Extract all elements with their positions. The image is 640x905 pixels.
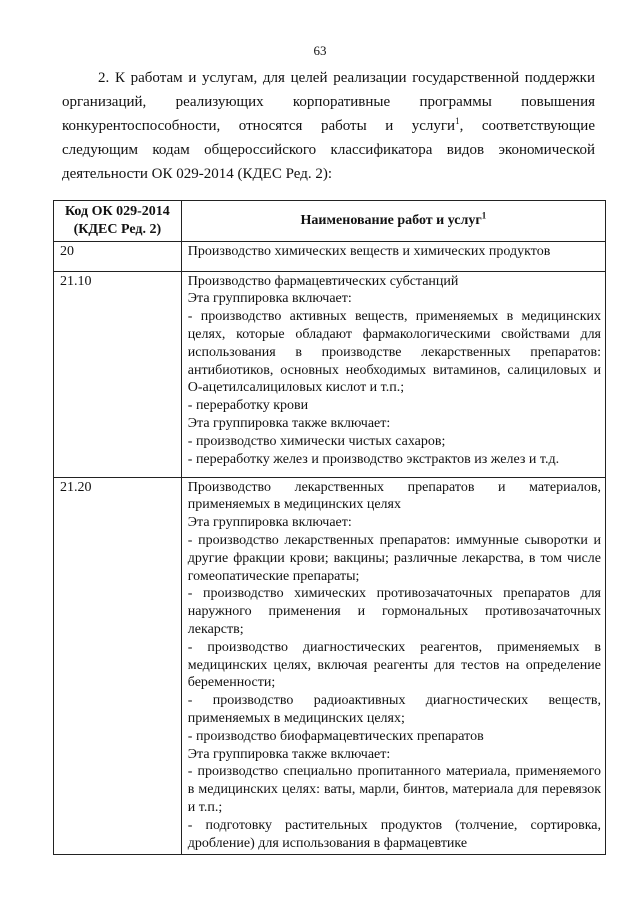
row-code: 20 [54,241,182,271]
header-name-column [181,201,605,242]
description-line: - производство активных веществ, применяемых в медицинских целях, которые обладают фармакологическими свойствами для использования в производстве лекарственных препаратов: антибиотиков, основных необходимых витаминов, салициловых и О-ацетилсалициловых кислот и т.п.; [187,309,601,396]
description-line: - переработку крови [187,398,309,414]
description-line: Производство фармацевтических субстанций [187,273,459,289]
table-header-row [54,201,606,242]
row-code: 21.20 [54,477,182,855]
intro-text-part1: 2. К работам и услугам, для целей реализации государственной поддержки организаций, реализующих корпоративные программы повышения конкурентоспособности, относятся работы и услуги [62,70,595,134]
description-line: - производство специально пропитанного материала, применяемого в медицинских целях: ваты, марли, бинтов, материала для перевязок и т.п.; [187,764,601,815]
description-line: Эта группировка также включает: [187,415,391,431]
header-footnote-marker: 1 [481,210,487,221]
page-number: 63 [313,43,327,58]
row-description [181,477,605,855]
header-code-column: Код ОК 029-2014 (КДЕС Ред. 2) [54,201,182,242]
header-name-label: Наименование работ и услуг [300,212,482,228]
description-line: Производство лекарственных препаратов и материалов, применяемых в медицинских целях [187,479,601,513]
description-line: - производство лекарственных препаратов: иммунные сыворотки и другие фракции крови; вакцины; различные лекарства, в том числе гомеопатические препараты; [187,532,601,584]
description-line: Эта группировка включает: [187,515,352,531]
description-line: - переработку желез и производство экстрактов из желез и т.д. [187,451,560,467]
description-line: - производство радиоактивных диагностических веществ, применяемых в медицинских целях; [187,693,601,726]
description-line: - производство биофармацевтических препаратов [187,728,484,744]
okved-codes-table [53,200,606,855]
row-code: 21.10 [54,271,182,477]
description-line: Эта группировка также включает: [187,746,391,762]
table-row [54,271,606,477]
table-row [54,477,606,855]
description-line: - производство химических противозачаточных препаратов для наружного применения и гормональных противозачаточных лекарств; [187,586,601,637]
footnote-marker: 1 [455,116,460,126]
description-line: - производство диагностических реагентов, применяемых в медицинских целях, включая реагенты для тестов на определение беременности; [187,639,601,691]
table-row [54,241,606,271]
description-line: - производство химически чистых сахаров; [187,433,446,449]
row-description [181,271,605,477]
intro-paragraph [62,66,595,186]
row-description [181,241,605,271]
intro-text-part2: , соответствующие следующим кодам общероссийского классификатора видов экономической деятельности ОК 029-2014 (КДЕС Ред. 2): [62,118,595,182]
description-line: - подготовку растительных продуктов (толчение, сортировка, дробление) для использования в фармацевтике [187,817,601,851]
description-line: Эта группировка включает: [187,291,352,307]
description-line: Производство химических веществ и химических продуктов [187,243,551,259]
